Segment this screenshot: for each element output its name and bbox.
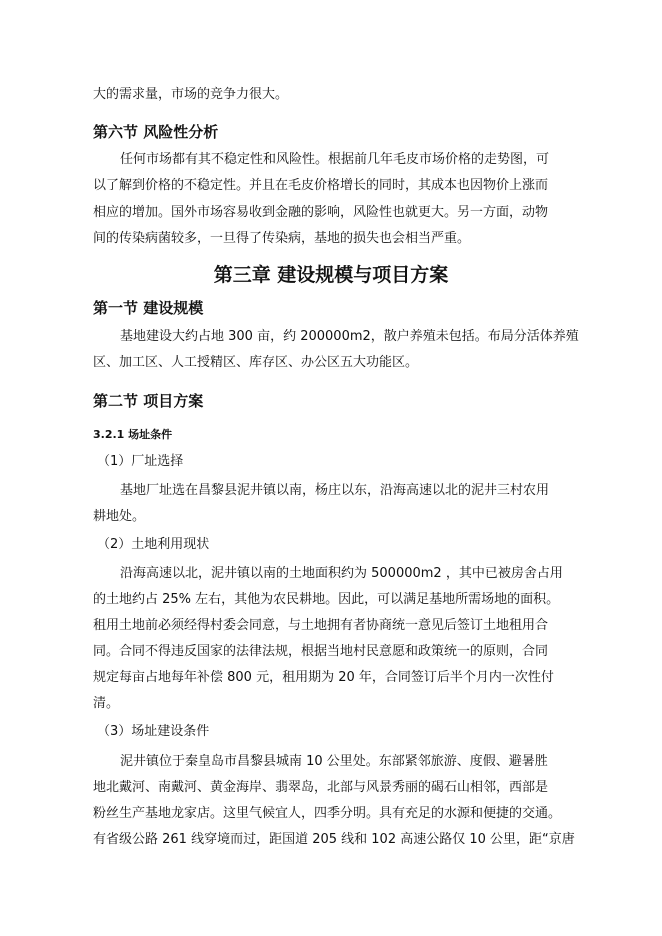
- chapter-title: 第三章 建设规模与项目方案: [213, 264, 449, 286]
- paragraph-line: 同。合同不得违反国家的法律法规，根据当地村民意愿和政策统一的原则，合同: [93, 644, 549, 659]
- section-heading-risk: 第六节 风险性分析: [93, 123, 219, 141]
- paragraph-line: 区、加工区、人工授精区、库存区、办公区五大功能区。: [93, 355, 419, 370]
- paragraph-line: 以了解到价格的不稳定性。并且在毛皮价格增长的同时，其成本也因物价上涨而: [93, 178, 549, 193]
- section-heading-project: 第二节 项目方案: [93, 392, 204, 410]
- paragraph-line: 大的需求量，市场的竞争力很大。: [93, 87, 289, 102]
- paragraph-line: 有省级公路 261 线穿境而过，距国道 205 线和 102 高速公路仅 10 公里，距“京唐: [93, 832, 575, 847]
- list-item-label: （2）土地利用现状: [97, 537, 210, 552]
- list-item-label: （1）厂址选择: [97, 454, 184, 469]
- section-heading-scale: 第一节 建设规模: [93, 299, 204, 317]
- paragraph-line: 租用土地前必须经得村委会同意，与土地拥有者协商统一意见后签订土地租用合: [93, 618, 549, 633]
- paragraph-line: 基地建设大约占地 300 亩，约 200000m2，散户养殖未包括。布局分活体养殖: [120, 329, 579, 344]
- paragraph-line: 耕地处。: [93, 509, 146, 524]
- list-item-label: （3）场址建设条件: [97, 724, 210, 739]
- paragraph-line: 间的传染病菌较多，一旦得了传染病，基地的损失也会相当严重。: [93, 231, 471, 246]
- paragraph-line: 清。: [93, 696, 120, 711]
- paragraph-line: 基地厂址选在昌黎县泥井镇以南，杨庄以东，沿海高速以北的泥井三村农用: [120, 483, 550, 498]
- paragraph-line: 的土地约占 25% 左右，其他为农民耕地。因此，可以满足基地所需场地的面积。: [93, 592, 560, 607]
- paragraph-line: 任何市场都有其不稳定性和风险性。根据前几年毛皮市场价格的走势图，可: [120, 152, 550, 167]
- paragraph-line: 沿海高速以北，泥井镇以南的土地面积约为 500000m2 ，其中已被房舍占用: [120, 566, 563, 581]
- paragraph-line: 粉丝生产基地龙家店。这里气候宜人，四季分明。具有充足的水源和便捷的交通。: [93, 806, 562, 821]
- subsection-heading: 3.2.1 场址条件: [93, 428, 173, 441]
- paragraph-line: 相应的增加。国外市场容易收到金融的影响，风险性也就更大。另一方面，动物: [93, 205, 549, 220]
- paragraph-line: 规定每亩占地每年补偿 800 元，租用期为 20 年，合同签订后半个月内一次性付: [93, 670, 554, 685]
- paragraph-line: 泥井镇位于秦皇岛市昌黎县城南 10 公里处。东部紧邻旅游、度假、避暑胜: [120, 754, 548, 769]
- paragraph-line: 地北戴河、南戴河、黄金海岸、翡翠岛，北部与风景秀丽的碣石山相邻，西部是: [93, 780, 549, 795]
